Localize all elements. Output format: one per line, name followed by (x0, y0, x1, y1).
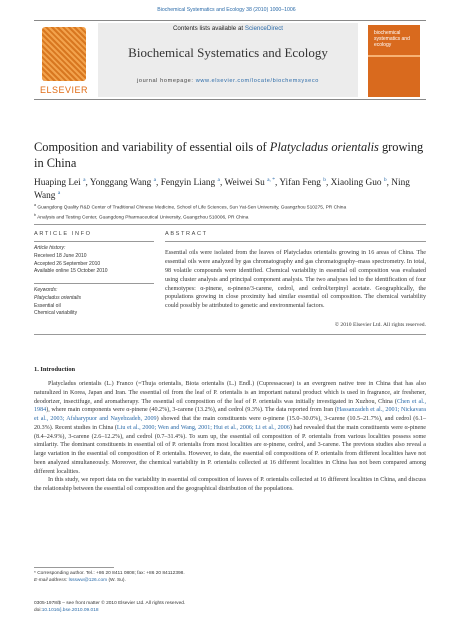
author: Yifan Feng $^b$ (279, 177, 326, 189)
email-link[interactable]: lsssww@126.com (68, 578, 108, 584)
citation-link[interactable]: Liu et al., 2000; Wen and Wang, 2001; Hui et al., 2006; Li et al., 2006 (116, 424, 290, 431)
journal-cover-thumbnail[interactable] (368, 25, 420, 97)
affiliation-a: $^a$ Guangdong Quality R&D Center of Traditional Chinese Medicine, School of Life Sciences, Sun Yat-Sen University, Guangzhou 510275, PR China (34, 203, 347, 211)
author-affil-link[interactable]: a, * (267, 177, 276, 183)
footnote-divider (34, 567, 114, 568)
homepage-link[interactable]: www.elsevier.com/locate/biochemsyseco (195, 78, 319, 84)
divider (34, 283, 154, 284)
affiliation-b: $^b$ Analysis and Testing Center, Guangdong Pharmaceutical University, Guangzhou 510006, PR China (34, 212, 249, 221)
author-affil-link[interactable]: a (83, 177, 86, 183)
cover-title: biochemical systematics and ecology (374, 30, 410, 48)
homepage-prefix: journal homepage: (137, 78, 196, 84)
journal-title: Biochemical Systematics and Ecology (128, 45, 328, 60)
author: Xiaoling Guo $^b$ (330, 177, 387, 189)
keywords-label: Keywords: (34, 287, 58, 293)
author-list: Huaping Lei $^a$, Yonggang Wang $^a$, Fengyin Liang $^a$, Weiwei Su $^{a, *}$, Yifan Feng $^b$, Xiaoling Guo $^b$, Ning Wang $^a$ (34, 177, 410, 201)
online-date: Available online 15 October 2010 (34, 268, 108, 275)
author: Fengyin Liang $^a$ (160, 177, 220, 189)
journal-reference[interactable]: Biochemical Systematics and Ecology 38 (2010) 1000–1006 (157, 7, 296, 13)
author: Yonggang Wang $^a$ (89, 177, 157, 189)
elsevier-logo[interactable] (34, 25, 94, 97)
keyword: Platycladus orientalis (34, 294, 81, 301)
author: Huaping Lei $^a$ (34, 177, 86, 189)
author-affil-link[interactable]: b (323, 177, 326, 183)
footnote-email: E-mail address: lsssww@126.com (W. Su). (34, 578, 126, 584)
contents-line (98, 25, 358, 32)
keyword: Essential oil (34, 302, 61, 309)
keywords (34, 287, 154, 318)
citation-link[interactable]: Hassanzadeh et al., 2001; Nickavara et al., 2003; Afsharypuor and Nayebzadeh, 2009 (34, 407, 426, 423)
title-species: Platycladus orientalis (269, 140, 379, 154)
contents-prefix: Contents lists available at (172, 25, 245, 32)
doi-line: doi:10.1016/j.bse.2010.09.018 (34, 607, 99, 613)
elsevier-tree-icon (42, 27, 86, 81)
corresponding-author-footnote (34, 570, 426, 585)
accepted-date: Accepted 26 September 2010 (34, 260, 101, 267)
article-history (34, 245, 154, 276)
intro-paragraph-1: Platycladus orientalis (L.) Franco (=Thuja orientalis, Biota orientalis (L.) Endl.) (Cupressaceae) is an evergreen native tree in China that has also naturalized in Korea, Japan and Iran. The essential oil from the leaf of P. orientalis is an important natural product which is used in fragrance, air freshener, deodorizer, insectifuge, and aromatherapy. The essential oil composition of the leaf of P. orientalis was initially investigated in Xuzhou, China (Chen et al., 1984), where main components were α-pinene (40.2%), 3-carene (13.2%), and cedrol (9.3%). The data reported from Iran (Hassanzadeh et al., 2001; Nickavara et al., 2003; Afsharypuor and Nayebzadeh, 2009) showed that the main constituents were α-pinene (15.0–30.0%), 3-carene (10.5–21.7%), and cedrol (6.1–20.3%). Recent studies in China (Liu et al., 2000; Wen and Wang, 2001; Hui et al., 2006; Li et al., 2006) had revealed that the main constituents were α-pinene (8.4–24.9%), 3-carene (2.6–12.2%), and cedrol (0.7–31.4%). To sum up, the essential oil composition of P. orientalis from various localities possess some similarity. The dominant constituents in essential oil of P. orientalis from most localities are α-pinene, cedrol, and 3-carene. The previous studies also reveal a large variation in the essential oil composition of P. orientalis. However, to date, the essential oil compositions of P. orientalis from different localities have not been analyzed simultaneously. Moreover, the chemical variability in P. orientalis collected at 16 different localities in China has not been compared among different localities. (34, 381, 426, 475)
keyword: Chemical variability (34, 310, 78, 317)
history-label: Article history: (34, 245, 66, 251)
title-part2: growing in China (34, 140, 424, 171)
abstract-text: Essential oils were isolated from the leaves of Platycladus orientalis growing in 16 areas of China. The essential oils were analyzed by gas chromatography and gas chromatography–mass spectrometry. In total, 98 volatile compounds were identified. Chemical variability in essential oil composition was evaluated using cluster analysis and principal component analysis. The two analyses led to the identification of four chemotypes: α-pinene, α-pinene/3-carene, cedrol, and cedrol/terpinyl acetate. Geographically, the populations growing in close proximity had similar essential oil composition. The chemical variability could possibly be attributed to genetic and environmental factors. (165, 250, 426, 310)
received-date: Received 18 June 2010 (34, 252, 87, 259)
introduction-heading: 1. Introduction (34, 366, 76, 373)
divider (34, 334, 426, 335)
affiliations (34, 203, 426, 222)
issn-block (34, 601, 426, 615)
citation-link[interactable]: Chen et al., 1984 (34, 398, 426, 414)
cover-stripe (368, 55, 420, 57)
doi-link[interactable]: 10.1016/j.bse.2010.09.018 (41, 607, 99, 613)
author-affil-link[interactable]: a (153, 177, 157, 183)
journal-homepage (98, 78, 358, 84)
author: Weiwei Su $^{a, *}$ (224, 177, 276, 189)
article-title (34, 139, 426, 171)
author-affil-link[interactable]: a (57, 189, 61, 196)
divider (165, 241, 426, 242)
journal-header-box (98, 23, 358, 97)
introduction-body (34, 380, 426, 494)
author-affil-link[interactable]: b (383, 177, 387, 183)
divider (34, 241, 154, 242)
issn-line: 0305-1978/$ – see front matter © 2010 Elsevier Ltd. All rights reserved. (34, 601, 186, 606)
abstract-copyright: © 2010 Elsevier Ltd. All rights reserved. (334, 322, 426, 328)
author: Ning Wang $^a$ (34, 178, 410, 201)
article-info-heading: ARTICLE INFO (34, 231, 92, 237)
title-part1: Composition and variability of essential oils of (34, 140, 270, 154)
author-affil-link[interactable]: a (217, 177, 220, 183)
divider (34, 224, 426, 225)
footnote-contact: * Corresponding author. Tel.: +86 20 8411 0808; fax: +86 20 84112398. (34, 571, 185, 576)
abstract-heading: ABSTRACT (165, 231, 208, 237)
intro-paragraph-2: In this study, we report data on the variability in essential oil composition of leaves of P. orientalis collected at 16 different localities in China, and discuss the relationship between the essential oil composition and the geographical distribution of the populations. (34, 477, 426, 493)
sciencedirect-link[interactable]: ScienceDirect (244, 25, 284, 32)
elsevier-wordmark: ELSEVIER (39, 85, 89, 95)
journal-banner (34, 20, 426, 100)
